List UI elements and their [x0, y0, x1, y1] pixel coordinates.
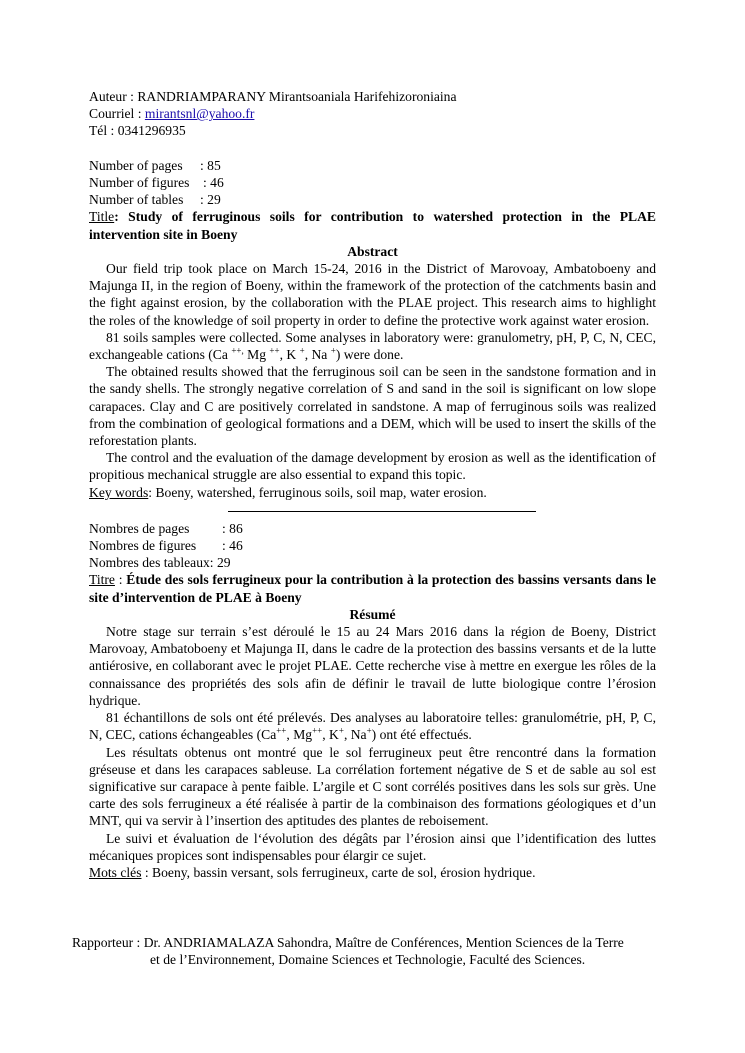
- fr-figures-value: : 46: [222, 538, 243, 554]
- en-sup-na: +: [330, 345, 336, 356]
- en-pages-label: Number of pages: [89, 157, 183, 173]
- resume-paragraph-1: Notre stage sur terrain s’est déroulé le 15 au 24 Mars 2016 dans la région de Boeny, District Marovoay, Ambatoboeny et Majunga II, dans le cadre de la protection des bassins versants et de la lutte antiérosive, en collaborant avec le projet PLAE. Cette recherche vise à mettre en exergue les rôles de la connaissance des propriétés des sols afin de définir le travail de lutte biologique contre l’érosion hydrique.: [89, 624, 656, 708]
- en-p2-text: 81 soils samples were collected. Some analyses in laboratory were: granulometry, pH, P, C, N, CEC, exchangeable cations (Ca: [89, 329, 656, 363]
- en-pages-value: : 85: [200, 157, 221, 173]
- fr-pages-label: Nombres de pages: [89, 520, 190, 536]
- spacer: [89, 140, 656, 157]
- en-p2-na: , Na: [304, 347, 328, 363]
- author-label: Auteur :: [89, 89, 134, 104]
- en-p2-end: ) were done.: [335, 347, 404, 363]
- en-tables-value: : 29: [200, 192, 221, 208]
- phone-line: [89, 122, 656, 139]
- fr-p2-na: , Na: [343, 727, 367, 743]
- document-page: [89, 88, 656, 881]
- en-figures-value: : 46: [203, 175, 224, 190]
- section-divider: [228, 511, 536, 512]
- fr-title-separator: :: [114, 572, 127, 588]
- en-figures-line: [89, 174, 656, 191]
- rapporteur-line-1: Rapporteur : Dr. ANDRIAMALAZA Sahondra, Maître de Conférences, Mention Sciences de la Terre: [72, 935, 624, 950]
- fr-p2-text: 81 échantillons de sols ont été prélevés. Des analyses au laboratoire telles: granulométrie, pH, P, C, N, CEC, cations échangeables (Ca: [89, 710, 656, 743]
- en-keywords: [89, 484, 656, 501]
- en-title-label: Title: [89, 209, 115, 225]
- fr-sup-ca: ++: [276, 725, 287, 736]
- author-line: [89, 88, 656, 105]
- fr-keywords-text: : Boeny, bassin versant, sols ferrugineux, carte de sol, érosion hydrique.: [141, 864, 536, 880]
- en-sup-ca: ++,: [231, 345, 244, 356]
- fr-pages-line: [89, 520, 656, 537]
- fr-keywords: [89, 864, 656, 881]
- fr-figures-label: Nombres de figures: [89, 538, 197, 554]
- fr-title-label: Titre: [89, 572, 115, 588]
- rapporteur-line-2: et de l’Environnement, Domaine Sciences et Technologie, Faculté des Sciences.: [150, 952, 586, 968]
- abstract-paragraph-2: [89, 329, 656, 363]
- resume-paragraph-2: [89, 709, 656, 743]
- en-keywords-text: : Boeny, watershed, ferruginous soils, soil map, water erosion.: [148, 484, 487, 500]
- phone-label: Tél :: [89, 123, 115, 139]
- fr-keywords-label: Mots clés: [89, 864, 142, 880]
- resume-paragraph-4: Le suivi et évaluation de l‘évolution des dégâts par l’érosion ainsi que l’identification des luttes mécaniques propices sont indispensables pour élargir ce sujet.: [89, 830, 656, 863]
- fr-title-text: Étude des sols ferrugineux pour la contribution à la protection des bassins versants dans le site d’intervention de PLAE à Boeny: [89, 572, 656, 605]
- abstract-paragraph-3: The obtained results showed that the ferruginous soil can be seen in the sandstone formation and in the sandy shells. The strongly negative correlation of S and sand in the soil is significant on low slope carapaces. Clay and C are positively correlated in sandstone. A map of ferruginous soils was realized from the combination of geological formations and a DEM, which will be used to insert the skills of the reforestation plants.: [89, 364, 656, 449]
- en-tables-line: [89, 191, 656, 208]
- fr-sup-mg: ++: [312, 725, 323, 736]
- fr-tables-line: [89, 554, 656, 571]
- fr-sup-k: +: [338, 725, 344, 736]
- fr-p2-k: , K: [322, 727, 339, 743]
- en-p2-k: , K: [279, 347, 297, 363]
- en-figures-label: Number of figures: [89, 175, 190, 190]
- fr-tables-label: Nombres des tableaux:: [89, 555, 214, 571]
- email-line: [89, 105, 656, 122]
- fr-title: [89, 571, 656, 605]
- phone-value: 0341296935: [117, 123, 186, 139]
- en-keywords-label: Key words: [89, 484, 149, 500]
- en-sup-mg: ++: [269, 345, 280, 356]
- email-link[interactable]: mirantsnl@yahoo.fr: [144, 106, 255, 122]
- email-label: Courriel :: [89, 106, 142, 122]
- abstract-paragraph-4: The control and the evaluation of the damage development by erosion as well as the identification of propitious mechanical struggle are also essential to expand this topic.: [89, 450, 656, 483]
- fr-figures-line: [89, 537, 656, 554]
- fr-p2-mg: , Mg: [286, 727, 313, 743]
- abstract-paragraph-1: Our field trip took place on March 15-24, 2016 in the District of Marovoay, Ambatoboeny and Majunga II, in the region of Boeny, within the framework of the protection of the catchments basin and the fight against erosion, by the collaboration with the PLAE project. This research aims to highlight the roles of the knowledge of soil property in order to define the protective work against water erosion.: [89, 261, 656, 328]
- fr-tables-value: 29: [216, 555, 231, 571]
- author-name: RANDRIAMPARANY Mirantsoaniala Harifehizoroniaina: [137, 89, 457, 104]
- fr-p2-end: ) ont été effectués.: [371, 727, 472, 743]
- en-pages-line: [89, 157, 656, 174]
- en-title: [89, 208, 656, 242]
- en-title-text: : Study of ferruginous soils for contribution to watershed protection in the PLAE intervention site in Boeny: [89, 209, 656, 242]
- abstract-heading: Abstract: [347, 243, 398, 259]
- en-tables-label: Number of tables: [89, 192, 184, 208]
- resume-paragraph-3: Les résultats obtenus ont montré que le sol ferrugineux peut être rencontré dans la formation gréseuse et dans les carapaces sableuse. La corrélation fortement négative de S et de sable au sol est significative sur carapace à pente faible. L’argile et C sont corrélés positives dans les sols sur grès. Une carte des sols ferrugineux a été réalisée à partir de la combinaison des formations géologiques et d’un MNT, qui va servir à l’insertion des aptitudes des plantes de reboisement.: [89, 744, 656, 829]
- rapporteur-block: [72, 934, 682, 968]
- resume-heading: Résumé: [349, 606, 396, 622]
- fr-pages-value: : 86: [222, 520, 243, 536]
- en-p2-mg: Mg: [243, 347, 267, 363]
- en-sup-k: +: [299, 345, 305, 356]
- fr-sup-na: +: [366, 725, 372, 736]
